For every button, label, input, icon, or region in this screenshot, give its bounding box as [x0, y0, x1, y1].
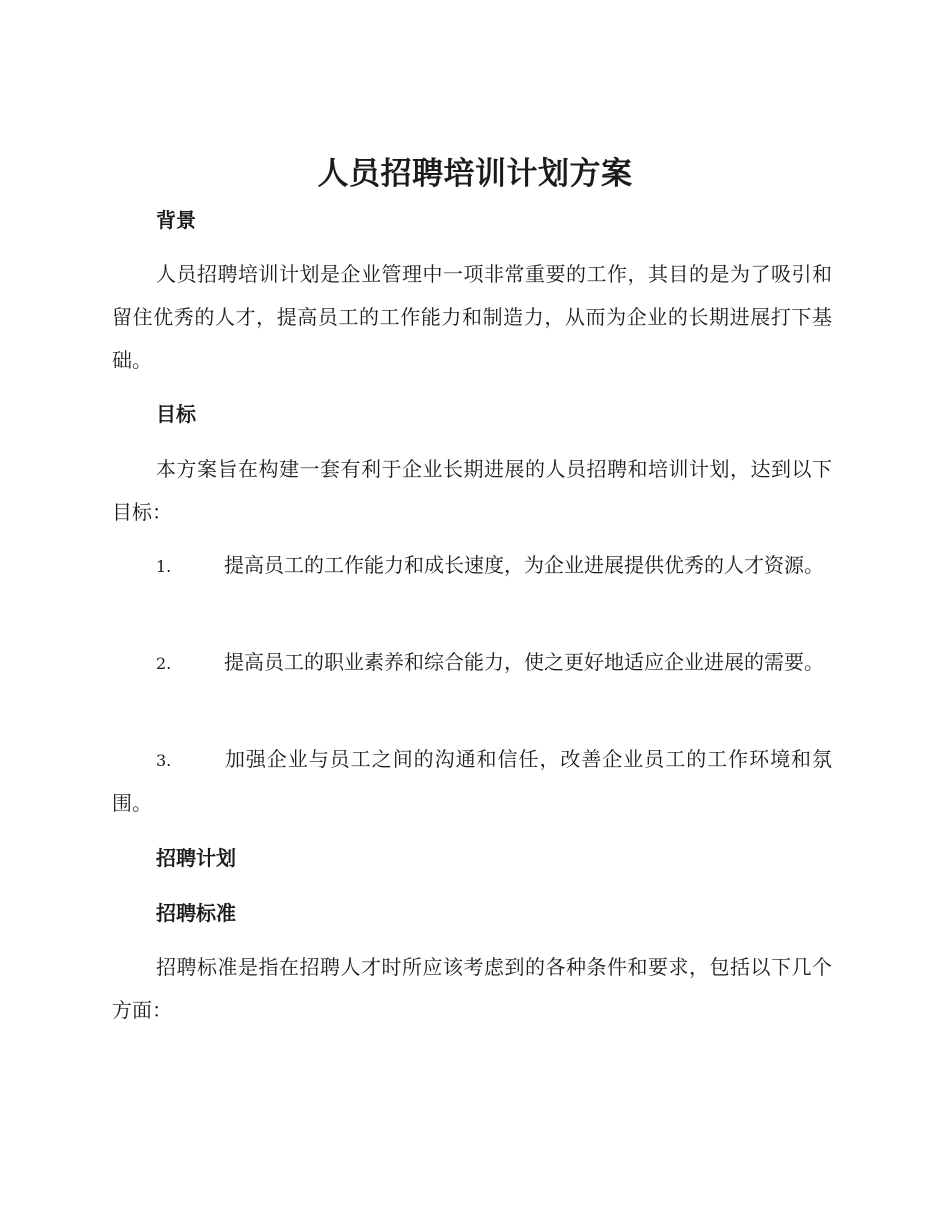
list-item-goal-2: [112, 641, 832, 685]
list-item-number: 3.: [156, 751, 172, 770]
list-item-goal-3: [112, 738, 832, 825]
list-item-text: 提高员工的工作能力和成长速度，为企业进展提供优秀的人才资源。: [224, 553, 824, 577]
paragraph-background: 人员招聘培训计划是企业管理中一项非常重要的工作，其目的是为了吸引和留住优秀的人才，提高员工的工作能力和制造力，从而为企业的长期进展打下基础。: [112, 262, 832, 372]
list-item-goal-1: [112, 544, 832, 588]
section-heading-goal: 目标: [156, 402, 196, 426]
section-heading-recruit-standard: 招聘标准: [156, 901, 236, 925]
list-item-text: 加强企业与员工之间的沟通和信任，改善企业员工的工作环境和氛围。: [112, 747, 832, 815]
paragraph-recruit-standard: 招聘标准是指在招聘人才时所应该考虑到的各种条件和要求，包括以下几个方面：: [112, 955, 832, 1022]
section-heading-recruit-plan: 招聘计划: [156, 846, 236, 870]
document-title: 人员招聘培训计划方案: [317, 156, 633, 192]
list-item-text: 提高员工的职业素养和综合能力，使之更好地适应企业进展的需要。: [224, 650, 824, 674]
list-item-number: 2.: [156, 654, 172, 673]
list-item-number: 1.: [156, 557, 172, 576]
paragraph-goal: 本方案旨在构建一套有利于企业长期进展的人员招聘和培训计划，达到以下目标：: [112, 457, 832, 524]
section-heading-background: 背景: [156, 208, 196, 232]
